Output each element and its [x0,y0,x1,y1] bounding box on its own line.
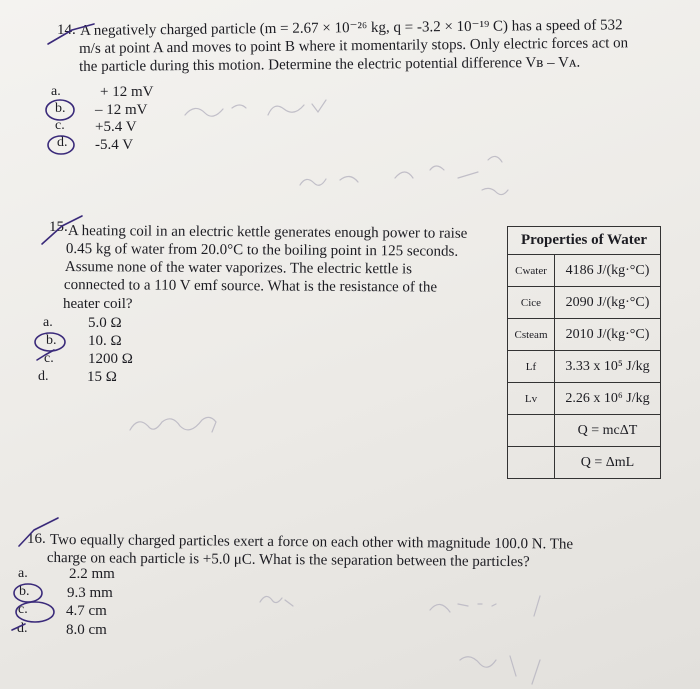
choice-text: + 12 mV [100,84,154,100]
table-symbol: Lv [508,383,555,415]
choice-letter: b. [55,101,66,116]
table-row [508,415,661,447]
choice-text: 5.0 Ω [88,315,122,331]
question-text-line: the particle during this motion. Determine the electric potential difference Vʙ – Vᴀ. [79,54,581,75]
table-title: Properties of Water [508,227,661,255]
table-symbol: Cice [508,287,555,319]
choice-text: 9.3 mm [67,585,113,601]
choice-text: 2.2 mm [69,566,115,582]
choice-text: – 12 mV [95,102,148,118]
question-text-line: Two equally charged particles exert a force on each other with magnitude 100.0 N. The [49,531,574,553]
table-row [508,255,661,287]
table-symbol: Csteam [508,319,555,351]
table-row [508,447,661,479]
choice-letter: d. [38,369,49,384]
table-symbol [508,447,555,479]
table-symbol: Cwater [508,255,555,287]
table-row [508,287,661,319]
choice-letter: c. [55,118,65,133]
question-text-line: m/s at point A and moves to point B where it momentarily stops. Only electric forces act on [79,35,629,57]
question-text-line: heater coil? [63,296,133,312]
table-row [508,351,661,383]
question-number: 16. [27,531,46,547]
choice-text: 4.7 cm [66,603,107,619]
table-symbol: Lf [508,351,555,383]
table-value: Q = ΔmL [555,447,661,479]
choice-text: 10. Ω [88,333,122,349]
table-value: Q = mcΔT [555,415,661,447]
question-text-line: A negatively charged particle (m = 2.67 × 10⁻²⁶ kg, q = -3.2 × 10⁻¹⁹ C) has a speed of 532 [80,17,623,39]
choice-letter: a. [18,566,28,581]
table-value: 2.26 x 10⁶ J/kg [555,383,661,415]
table-row [508,383,661,415]
choice-letter: a. [51,84,61,99]
choice-letter: c. [44,351,54,366]
table-symbol [508,415,555,447]
choice-text: 15 Ω [87,369,117,385]
table-value: 2010 J/(kg·°C) [555,319,661,351]
question-text-line: charge on each particle is +5.0 μC. What is the separation between the particles? [46,549,530,571]
choice-letter: d. [17,621,28,636]
choice-letter: d. [57,135,68,150]
table-value: 2090 J/(kg·°C) [555,287,661,319]
question-text-line: connected to a 110 V emf source. What is the resistance of the [63,276,438,296]
choice-text: +5.4 V [95,119,137,135]
table-value: 3.33 x 10⁵ J/kg [555,351,661,383]
table-value: 4186 J/(kg·°C) [555,255,661,287]
question-text-line: A heating coil in an electric kettle generates enough power to raise [67,222,468,242]
choice-letter: c. [18,602,28,617]
question-text-line: 0.45 kg of water from 20.0°C to the boiling point in 125 seconds. [65,240,459,260]
choice-text: -5.4 V [95,137,134,153]
water-properties-table [507,226,661,479]
choice-letter: b. [46,333,57,348]
choice-letter: a. [43,315,53,330]
pencil-scribbles-icon [130,100,540,684]
table-row [508,319,661,351]
choice-text: 1200 Ω [88,351,133,367]
question-number: 14. [57,22,76,38]
choice-letter: b. [19,584,30,599]
question-text-line: Assume none of the water vaporizes. The electric kettle is [64,258,413,278]
question-number: 15. [49,219,68,235]
choice-text: 8.0 cm [66,622,107,638]
